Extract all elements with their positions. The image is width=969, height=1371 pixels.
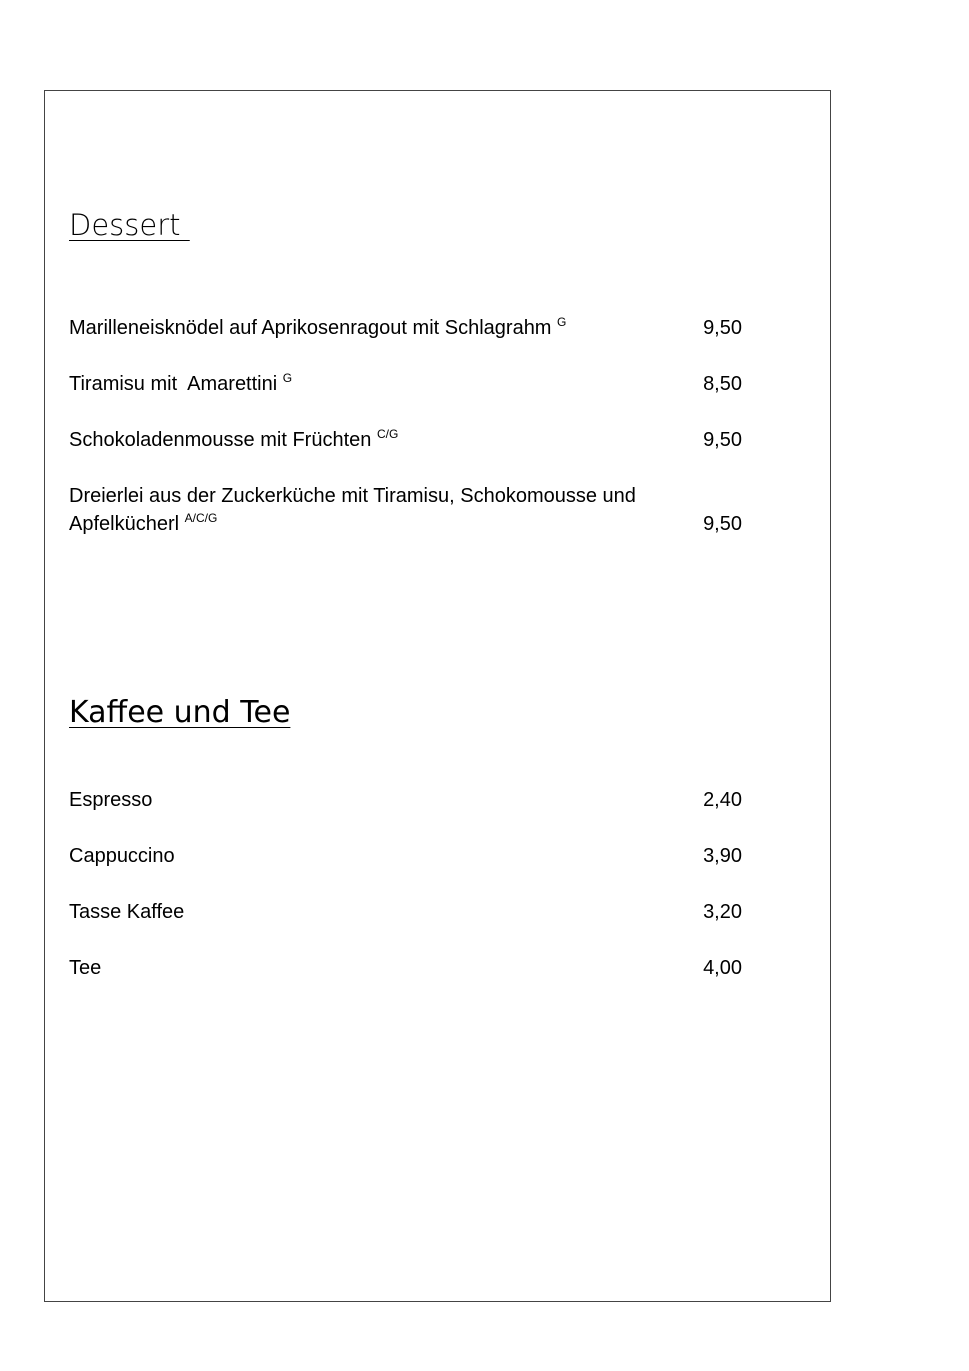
item-price: 9,50 — [703, 317, 742, 339]
menu-item-dreierlei — [69, 482, 749, 538]
menu-item-espresso — [69, 786, 749, 814]
item-price: 9,50 — [703, 429, 742, 451]
item-name: Espresso — [69, 789, 153, 811]
item-name: Marilleneisknödel auf Aprikosenragout mit Schlagrahm $^G$ — [69, 315, 567, 339]
allergen-codes: C/G — [376, 427, 399, 441]
menu-item-schokoladenmousse — [69, 426, 749, 454]
allergen-codes: A/C/G — [184, 511, 218, 525]
item-price: 9,50 — [703, 513, 742, 535]
item-name: Tiramisu mit Amarettini $^G$ — [69, 371, 293, 395]
dessert-heading: Dessert — [69, 208, 190, 242]
kaffee-und-tee-heading: Kaffee und Tee — [69, 695, 291, 730]
item-name: Cappuccino — [69, 845, 175, 867]
item-name: Schokoladenmousse mit Früchten $^{C/G}$ — [69, 427, 399, 451]
menu-item-tiramisu — [69, 370, 749, 398]
menu-item-tee — [69, 954, 749, 982]
item-price: 8,50 — [703, 373, 742, 395]
item-price: 3,20 — [703, 901, 742, 923]
menu-item-tasse-kaffee — [69, 898, 749, 926]
menu-item-marilleneisknoedel — [69, 314, 749, 342]
item-price: 3,90 — [703, 845, 742, 867]
item-name: Dreierlei aus der Zuckerküche mit Tiramisu, Schokomousse und Apfelkücherl $^{A/C/G}$ — [69, 485, 636, 535]
allergen-codes: G — [282, 371, 293, 385]
allergen-codes: G — [557, 315, 567, 329]
item-name: Tasse Kaffee — [69, 901, 185, 923]
menu-item-cappuccino — [69, 842, 749, 870]
item-price: 2,40 — [703, 789, 742, 811]
item-price: 4,00 — [703, 957, 742, 979]
item-name: Tee — [69, 957, 102, 979]
